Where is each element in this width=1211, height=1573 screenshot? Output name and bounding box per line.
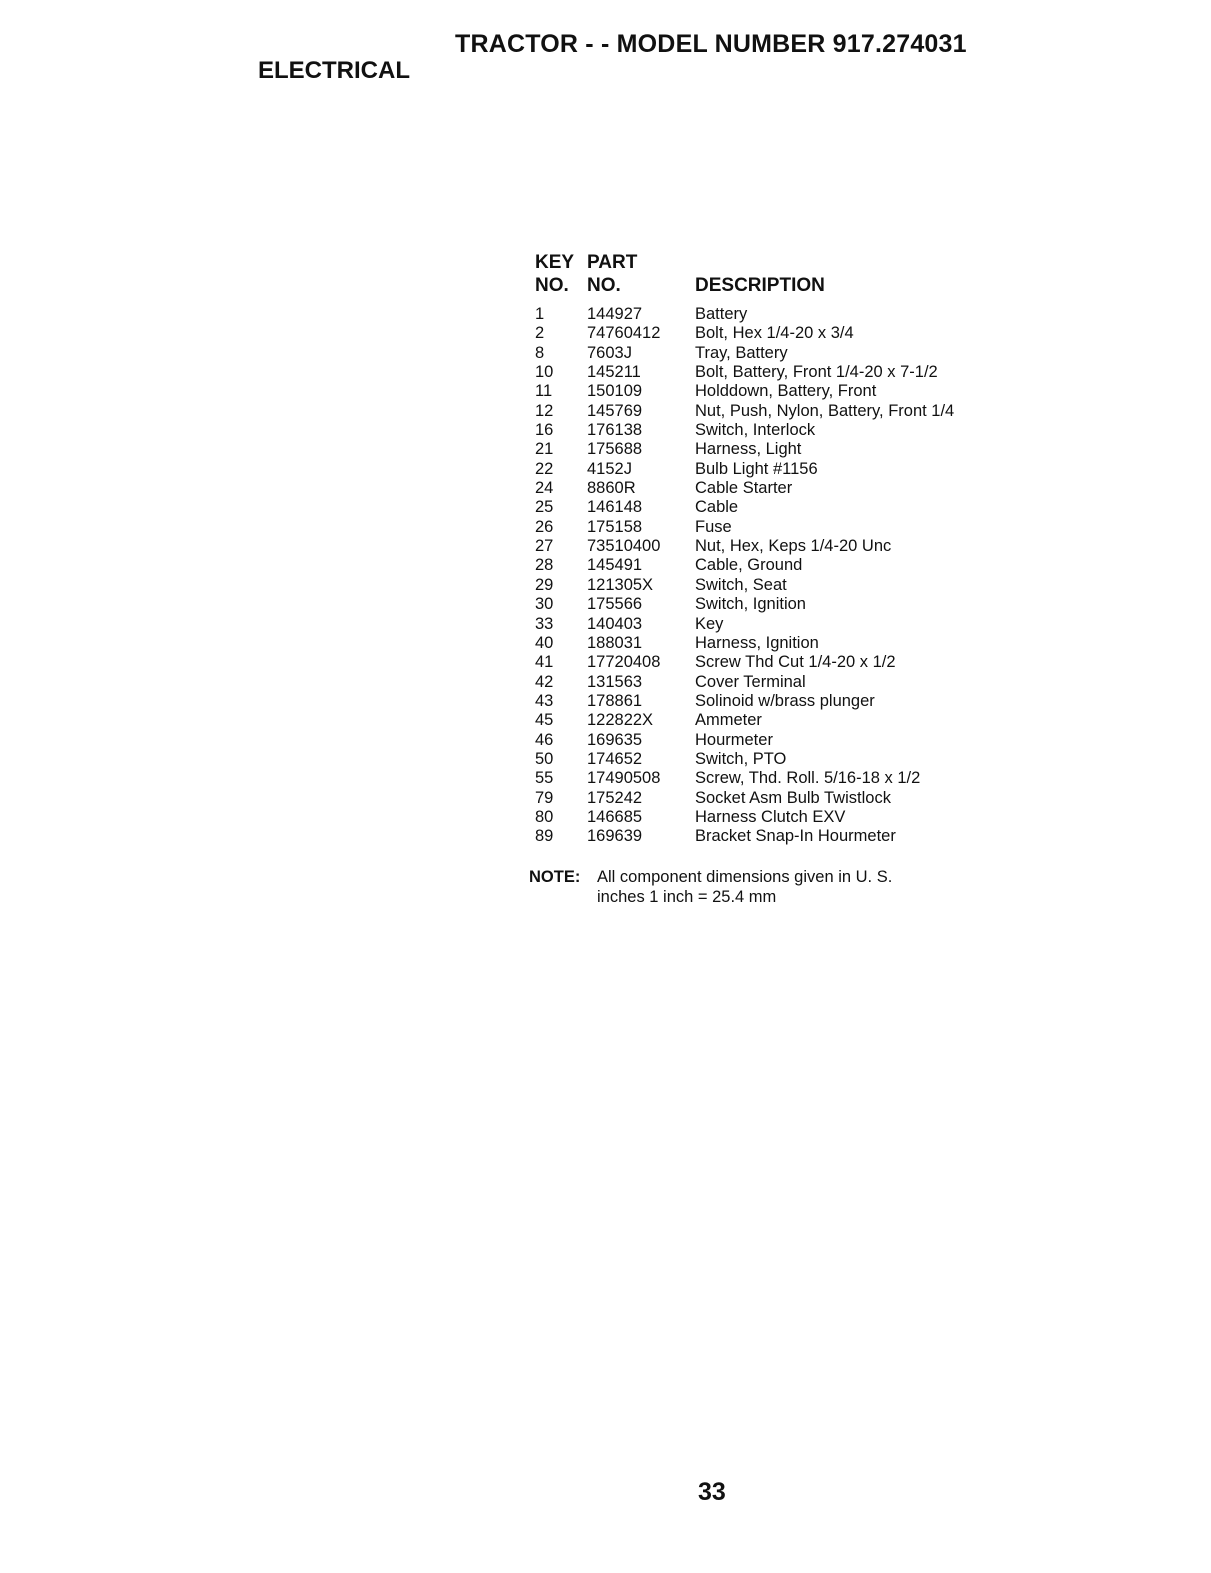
part-no: 122822X <box>587 711 654 730</box>
part-no: 140403 <box>587 614 643 633</box>
description: Solinoid w/brass plunger <box>695 691 875 710</box>
description: Ammeter <box>695 711 762 730</box>
section-title: ELECTRICAL <box>258 57 410 84</box>
table-row <box>535 750 995 769</box>
table-row <box>535 595 995 614</box>
key-no: 89 <box>535 827 554 846</box>
part-no: 175158 <box>587 517 643 536</box>
parts-rows <box>535 305 995 847</box>
key-no: 21 <box>535 440 554 459</box>
description: Bracket Snap-In Hourmeter <box>695 827 896 846</box>
part-no-header-line1: PART <box>587 252 638 273</box>
table-row <box>535 440 995 459</box>
table-row <box>535 653 995 672</box>
table-row <box>535 808 995 827</box>
part-no: 8860R <box>587 479 636 498</box>
table-row <box>535 769 995 788</box>
description: Tray, Battery <box>695 343 788 362</box>
key-no: 28 <box>535 556 554 575</box>
table-row <box>535 789 995 808</box>
key-no: 33 <box>535 614 554 633</box>
part-no: 169639 <box>587 827 643 846</box>
description: Screw, Thd. Roll. 5/16-18 x 1/2 <box>695 769 921 788</box>
part-no: 146148 <box>587 498 643 517</box>
note-label: NOTE: <box>529 868 581 886</box>
part-no: 144927 <box>587 305 643 323</box>
table-row <box>535 344 995 363</box>
key-no: 12 <box>535 401 554 420</box>
table-row <box>535 479 995 498</box>
table-row <box>535 518 995 537</box>
part-no: 131563 <box>587 672 643 691</box>
key-no: 41 <box>535 653 554 672</box>
key-no: 22 <box>535 459 554 478</box>
description: Bolt, Hex 1/4-20 x 3/4 <box>695 324 854 343</box>
description: Battery <box>695 305 748 323</box>
part-no: 74760412 <box>587 324 661 343</box>
description-header: DESCRIPTION <box>695 275 825 296</box>
table-row <box>535 402 995 421</box>
key-no: 2 <box>535 324 545 343</box>
key-no: 26 <box>535 517 554 536</box>
description: Harness, Ignition <box>695 633 819 652</box>
part-no: 175242 <box>587 788 643 807</box>
part-no: 175566 <box>587 595 643 614</box>
key-no: 45 <box>535 711 554 730</box>
key-no-header-line2: NO. <box>535 275 569 296</box>
part-no: 73510400 <box>587 537 661 556</box>
note-text-line2: inches 1 inch = 25.4 mm <box>597 888 777 906</box>
table-row <box>535 711 995 730</box>
page-number: 33 <box>698 1478 726 1506</box>
table-row <box>535 731 995 750</box>
table-row <box>535 382 995 401</box>
key-no: 79 <box>535 788 554 807</box>
part-no: 121305X <box>587 575 654 594</box>
table-row <box>535 537 995 556</box>
part-no: 150109 <box>587 382 643 401</box>
description: Hourmeter <box>695 730 773 749</box>
part-no: 175688 <box>587 440 643 459</box>
description: Cable Starter <box>695 479 793 498</box>
table-row <box>535 460 995 479</box>
table-row <box>535 421 995 440</box>
key-no: 42 <box>535 672 554 691</box>
table-row <box>535 305 995 324</box>
part-no: 145769 <box>587 401 643 420</box>
description: Screw Thd Cut 1/4-20 x 1/2 <box>695 653 896 672</box>
description: Cover Terminal <box>695 672 806 691</box>
key-no: 10 <box>535 363 554 382</box>
description: Switch, Seat <box>695 575 787 594</box>
description: Key <box>695 614 724 633</box>
description: Cable, Ground <box>695 556 803 575</box>
part-no: 174652 <box>587 749 643 768</box>
table-row <box>535 363 995 382</box>
table-row <box>535 615 995 634</box>
description: Switch, Interlock <box>695 421 816 440</box>
part-no: 145211 <box>587 363 641 382</box>
key-no: 50 <box>535 749 554 768</box>
key-no: 30 <box>535 595 554 614</box>
part-no: 178861 <box>587 691 643 710</box>
key-no: 43 <box>535 691 554 710</box>
key-no: 80 <box>535 807 554 826</box>
table-row <box>535 498 995 517</box>
part-no: 169635 <box>587 730 643 749</box>
table-row <box>535 692 995 711</box>
key-no: 16 <box>535 421 554 440</box>
description: Bulb Light #1156 <box>695 459 818 478</box>
note-text-line1: All component dimensions given in U. S. <box>597 868 893 886</box>
table-row <box>535 576 995 595</box>
description: Cable <box>695 498 739 517</box>
part-no-header-line2: NO. <box>587 275 621 296</box>
description: Socket Asm Bulb Twistlock <box>695 788 891 807</box>
key-no: 29 <box>535 575 554 594</box>
table-row <box>535 827 995 846</box>
key-no-header-line1: KEY <box>535 252 575 273</box>
part-no: 17490508 <box>587 769 661 788</box>
part-no: 188031 <box>587 633 643 652</box>
key-no: 1 <box>535 305 545 323</box>
part-no: 145491 <box>587 556 643 575</box>
description: Nut, Hex, Keps 1/4-20 Unc <box>695 537 892 556</box>
table-row <box>535 556 995 575</box>
part-no: 4152J <box>587 459 632 478</box>
page-title: TRACTOR - - MODEL NUMBER 917.274031 <box>455 30 967 58</box>
description: Nut, Push, Nylon, Battery, Front 1/4 <box>695 401 955 420</box>
key-no: 27 <box>535 537 554 556</box>
part-no: 7603J <box>587 343 632 362</box>
description: Harness, Light <box>695 440 802 459</box>
key-no: 11 <box>535 382 553 401</box>
key-no: 25 <box>535 498 554 517</box>
key-no: 40 <box>535 633 554 652</box>
description: Switch, Ignition <box>695 595 806 614</box>
description: Bolt, Battery, Front 1/4-20 x 7-1/2 <box>695 363 938 382</box>
key-no: 46 <box>535 730 554 749</box>
table-row <box>535 634 995 653</box>
description: Fuse <box>695 517 732 536</box>
part-no: 176138 <box>587 421 643 440</box>
part-no: 17720408 <box>587 653 661 672</box>
description: Holddown, Battery, Front <box>695 382 877 401</box>
description: Harness Clutch EXV <box>695 807 846 826</box>
key-no: 24 <box>535 479 554 498</box>
table-row <box>535 324 995 343</box>
part-no: 146685 <box>587 807 643 826</box>
table-row <box>535 673 995 692</box>
key-no: 55 <box>535 769 554 788</box>
description: Switch, PTO <box>695 749 787 768</box>
key-no: 8 <box>535 343 545 362</box>
